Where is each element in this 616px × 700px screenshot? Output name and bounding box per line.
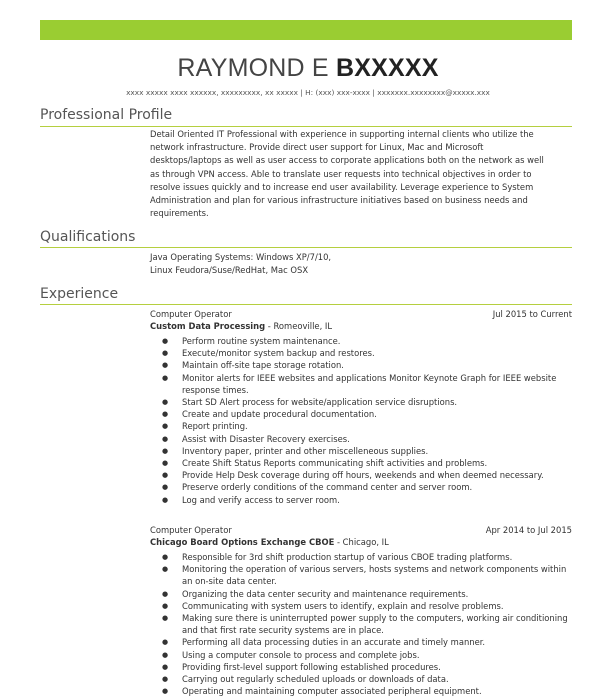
list-item: ● Perform routine system maintenance. [150,335,570,347]
list-item: ● Providing first-level support following established procedures. [150,661,570,673]
contact-line: xxxx xxxxx xxxx xxxxxx, xxxxxxxxx, xx xxxxx | H: (xxx) xxx-xxxx | xxxxxxx.xxxxxxxx@xxxxx.xxx [126,88,490,97]
job-title: Computer Operator [150,309,232,319]
section-rule-profile [40,126,572,127]
list-item: ● Log and verify access to server room. [150,494,570,506]
candidate-name [0,54,616,83]
last-name: BXXXXX [335,54,439,82]
list-item: ● Create and update procedural documentation. [150,408,570,420]
company-name: Custom Data Processing [150,321,266,331]
job-company [150,321,332,331]
list-item: ● Inventory paper, printer and other miscelleneous supplies. [150,445,570,457]
profile-line: Detail Oriented IT Professional with experience in supporting internal clients who utilize the [150,129,534,139]
job-duties-list [150,551,570,697]
list-item: ● Maintain off-site tape storage rotation. [150,359,570,371]
qualification-line: Linux Feudora/Suse/RedHat, Mac OSX [150,265,309,276]
list-item: ● Using a computer console to process and complete jobs. [150,649,570,661]
section-title-experience: Experience [40,286,119,302]
profile-line: resolve issues quickly and to increase end user availability. Leverage experience to System [150,181,534,192]
list-item: ● Making sure there is uninterrupted power supply to the computers, working air conditioning and that first rate security systems are in place. [150,612,570,636]
job-company [150,537,389,547]
job-dates: Apr 2014 to Jul 2015 [485,525,572,535]
job-title: Computer Operator [150,525,232,535]
company-location: - Romeoville, IL [265,321,333,331]
section-title-profile: Professional Profile [40,107,173,123]
section-rule-experience [40,304,572,305]
profile-text [150,128,575,220]
list-item: ● Monitor alerts for IEEE websites and applications Monitor Keynote Graph for IEEE website response times. [150,372,570,396]
section-title-qualifications: Qualifications [40,229,136,245]
list-item: ● Organizing the data center security and maintenance requirements. [150,588,570,600]
list-item: ● Carrying out regularly scheduled uploads or downloads of data. [150,673,570,685]
profile-line: as through VPN access. Able to translate user requests into technical objectives in order to [150,168,532,179]
profile-line: Administration and plan for various infrastructure initiatives based on business needs and [150,195,528,206]
list-item: ● Performing all data processing duties in an accurate and timely manner. [150,636,570,648]
list-item: ● Operating and maintaining computer associated peripheral equipment. [150,685,570,697]
company-location: - Chicago, IL [334,537,389,547]
qualification-line: Java Operating Systems: Windows XP/7/10, [150,252,332,262]
profile-line: network infrastructure. Provide direct user support for Linux, Mac and Microsoft [150,142,484,153]
list-item: ● Responsible for 3rd shift production startup of various CBOE trading platforms. [150,551,570,563]
list-item: ● Preserve orderly conditions of the command center and server room. [150,481,570,493]
list-item: ● Execute/monitor system backup and restores. [150,347,570,359]
list-item: ● Report printing. [150,420,570,432]
list-item: ● Communicating with system users to identify, explain and resolve problems. [150,600,570,612]
qualifications-text [150,251,575,277]
profile-line: desktops/laptops as well as user access to corporate applications both on the network as well [150,155,544,166]
list-item: ● Monitoring the operation of various servers, hosts systems and network components within an on-site data center. [150,563,570,587]
job-duties-list [150,335,570,506]
list-item: ● Assist with Disaster Recovery exercises. [150,433,570,445]
job-dates: Jul 2015 to Current [492,309,572,319]
list-item: ● Create Shift Status Reports communicating shift activities and problems. [150,457,570,469]
list-item: ● Provide Help Desk coverage during off hours, weekends and when deemed necessary. [150,469,570,481]
section-rule-qualifications [40,247,572,248]
list-item: ● Start SD Alert process for website/application service disruptions. [150,396,570,408]
first-name: RAYMOND E [177,54,329,82]
company-name: Chicago Board Options Exchange CBOE [150,537,335,547]
profile-line: requirements. [150,208,209,219]
header-accent-bar [40,20,572,40]
